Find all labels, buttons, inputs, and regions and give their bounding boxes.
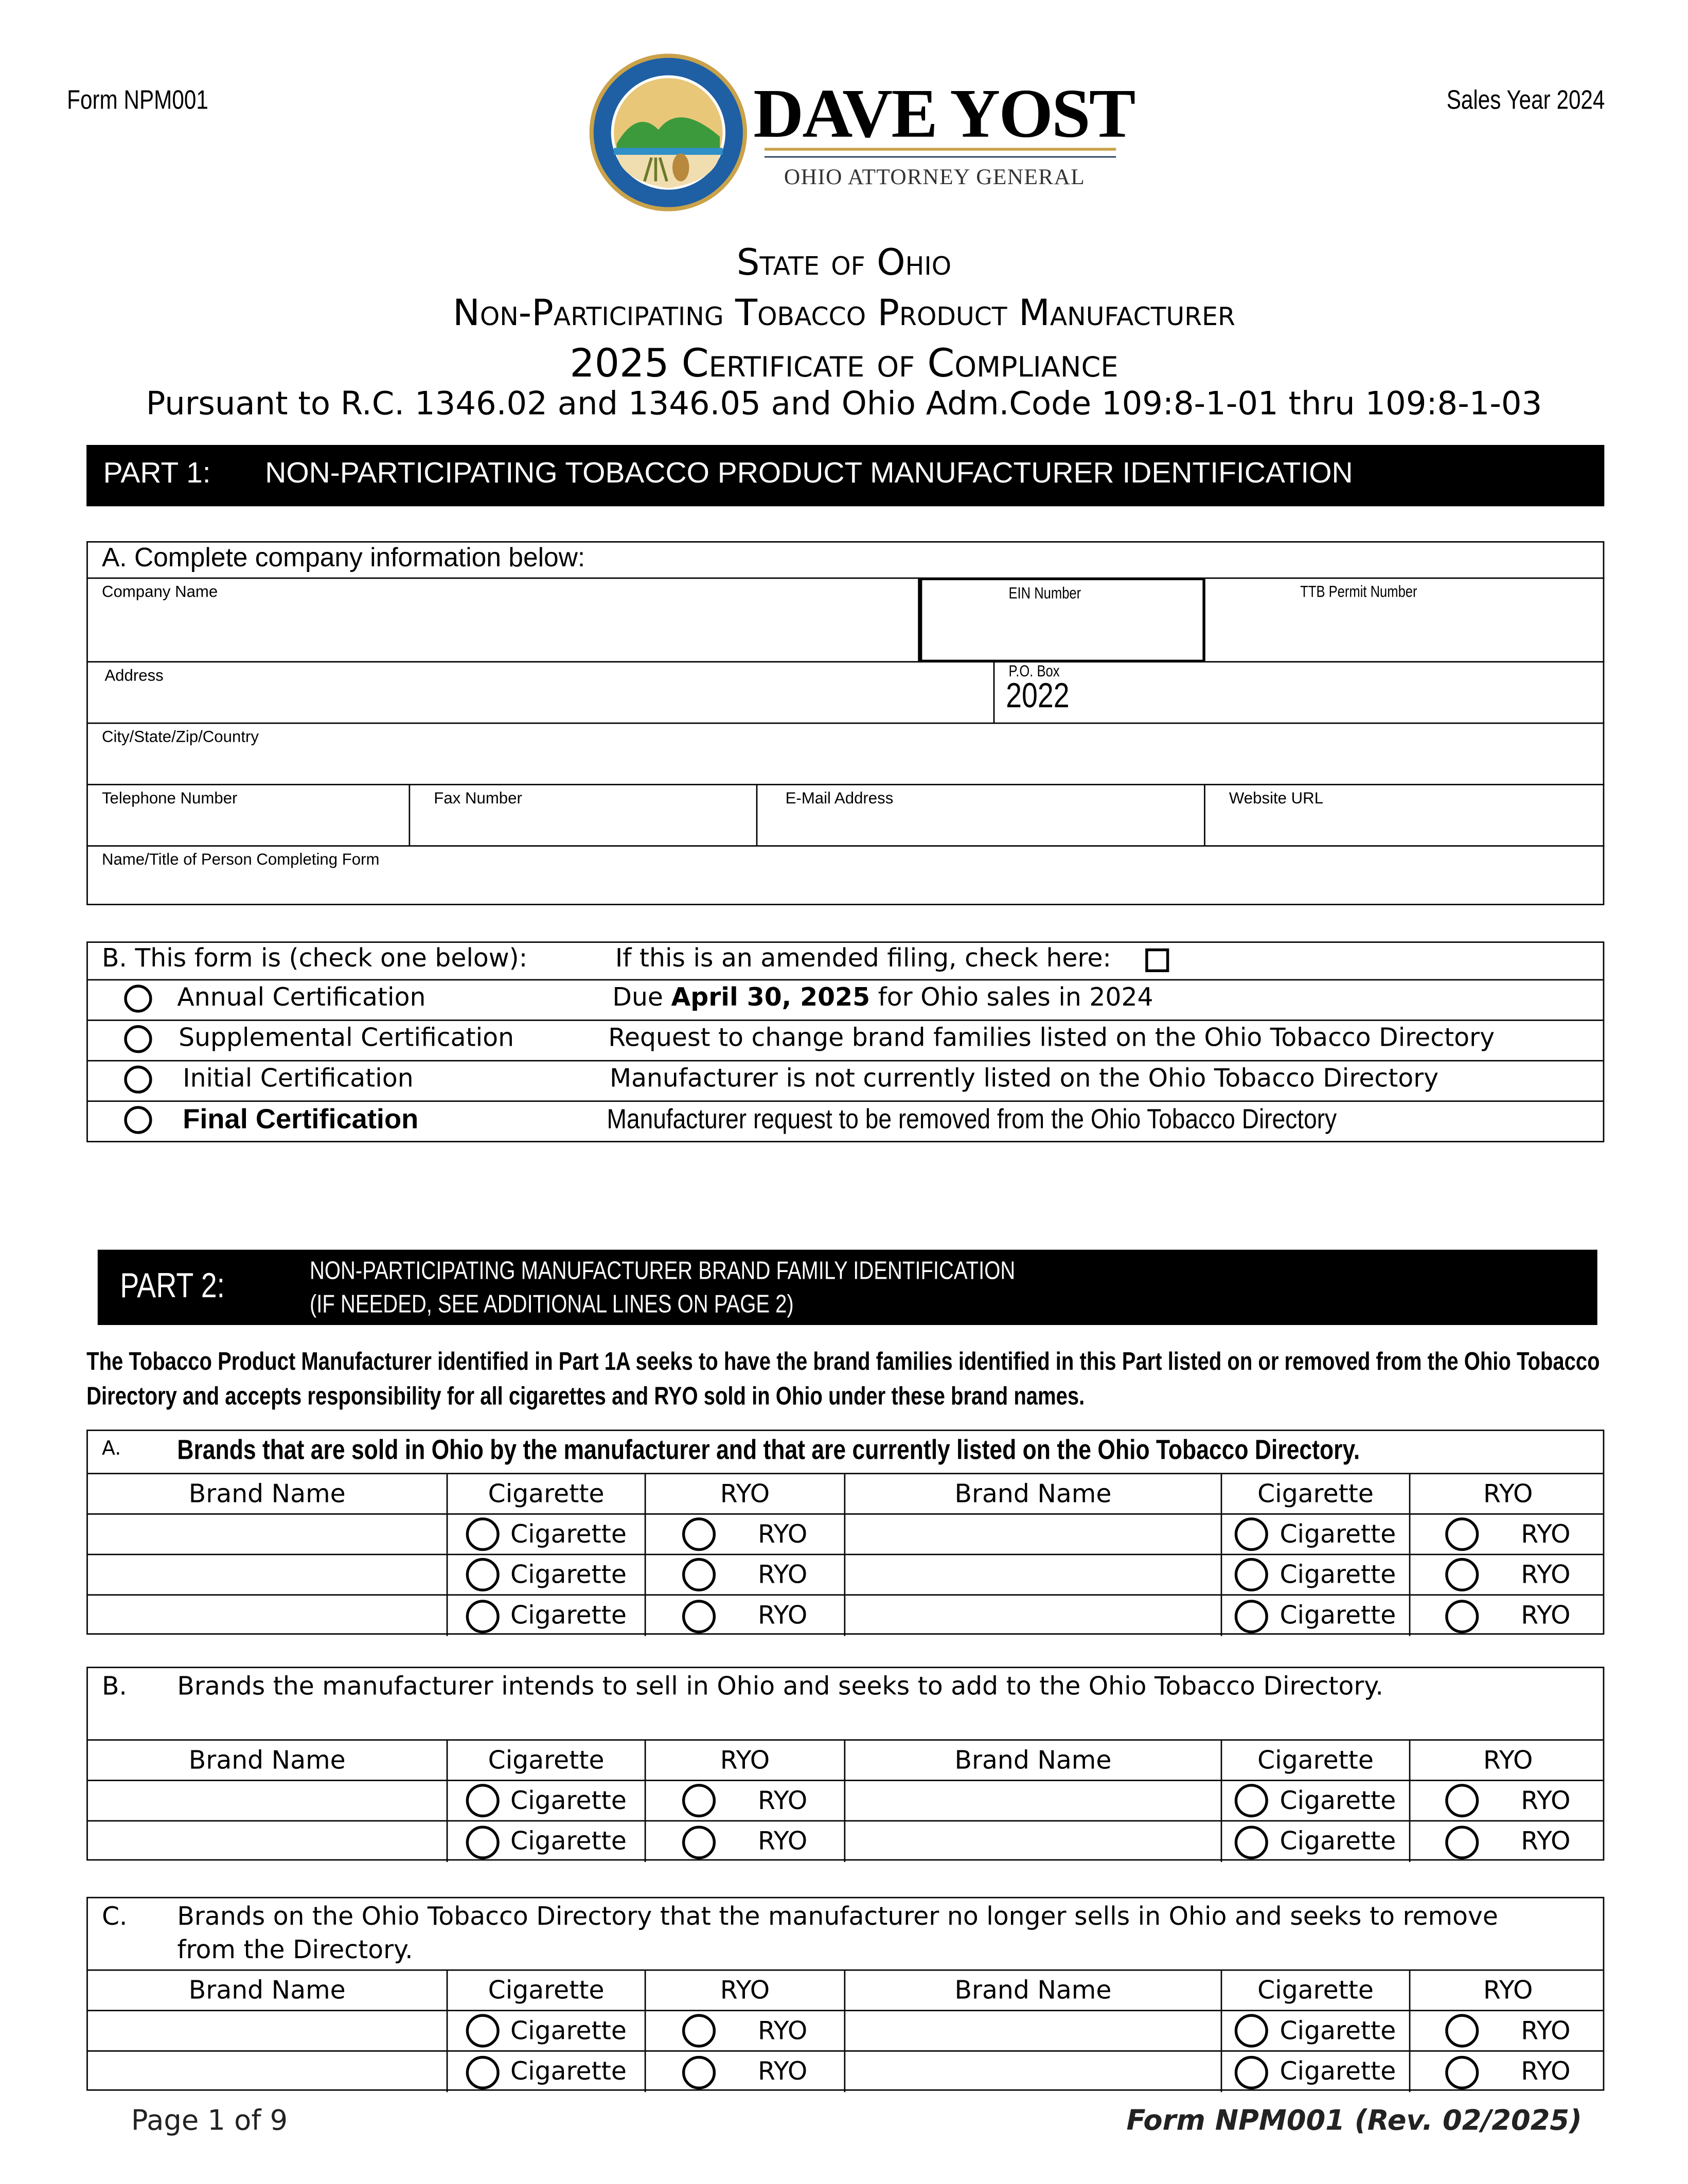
fax-field[interactable] <box>410 785 757 847</box>
section-a-company-info <box>86 541 1604 905</box>
ryo-option[interactable] <box>1410 1596 1606 1636</box>
due-date: April 30, 2025 <box>671 983 870 1013</box>
section-description: Brands that are sold in Ohio by the manufacturer and that are currently listed on the Ohio Tobacco Directory. <box>177 1435 1360 1466</box>
ttb-permit-field[interactable] <box>1205 578 1605 663</box>
title-state: State of Ohio <box>736 242 952 285</box>
cigarette-option[interactable] <box>1222 1821 1410 1862</box>
cigarette-option[interactable] <box>1222 2052 1410 2092</box>
column-header-label: RYO <box>1483 1975 1533 2005</box>
fax-label: Fax Number <box>434 791 522 808</box>
form-type-option[interactable] <box>88 1102 1603 1142</box>
section-b-header <box>88 943 1603 980</box>
column-header-label: Cigarette <box>1257 1975 1374 2005</box>
option-label: RYO <box>1521 1827 1571 1857</box>
brand-table-heading <box>88 1898 1603 1971</box>
section-a-heading: A. Complete company information below: <box>101 544 585 574</box>
radio-button[interactable] <box>1446 1517 1479 1551</box>
radio-button[interactable] <box>683 1517 716 1551</box>
column-header-label: Brand Name <box>954 1745 1112 1775</box>
ryo-option[interactable] <box>1410 1555 1606 1594</box>
option-label: Cigarette <box>510 2016 627 2046</box>
option-label: Cigarette <box>1280 1786 1396 1816</box>
brand-table-b <box>86 1667 1604 1860</box>
column-header-label: RYO <box>720 1479 770 1509</box>
column-header-label: RYO <box>1483 1479 1533 1509</box>
section-description: Brands the manufacturer intends to sell in Ohio and seeks to add to the Ohio Tobacco Directory. <box>177 1672 1383 1702</box>
ein-label: EIN Number <box>1008 585 1081 603</box>
po-box-label: P.O. Box <box>1008 664 1060 681</box>
ryo-option[interactable] <box>646 2011 845 2050</box>
cigarette-header <box>448 1741 646 1780</box>
option-label: Cigarette <box>510 2057 627 2087</box>
brand-name-input[interactable] <box>845 2052 1222 2092</box>
brand-name-header <box>845 1741 1222 1780</box>
part2-header <box>98 1250 1597 1325</box>
column-header-label: Brand Name <box>954 1479 1112 1509</box>
po-box-field[interactable] <box>994 663 1604 724</box>
cigarette-option[interactable] <box>448 1821 646 1862</box>
description-text: for Ohio sales in 2024 <box>870 983 1153 1013</box>
brand-name-input[interactable] <box>845 1781 1222 1820</box>
column-header-label: Brand Name <box>188 1745 346 1775</box>
option-label: Cigarette <box>510 1601 627 1631</box>
part1-title: NON-PARTICIPATING TOBACCO PRODUCT MANUFACTURER IDENTIFICATION <box>265 457 1353 490</box>
ryo-header <box>646 1971 845 2010</box>
person-label: Name/Title of Person Completing Form <box>101 852 380 869</box>
address-label: Address <box>104 668 164 685</box>
brand-table-heading <box>88 1431 1603 1474</box>
form-type-option[interactable] <box>88 980 1603 1021</box>
option-label: RYO <box>757 2016 808 2046</box>
radio-button[interactable] <box>1235 2014 1269 2048</box>
table-row <box>88 1596 1603 1636</box>
website-field[interactable] <box>1205 785 1605 847</box>
attorney-general-seal <box>589 53 748 212</box>
brand-name-input[interactable] <box>88 2052 448 2092</box>
table-row <box>88 2011 1603 2052</box>
form-type-option[interactable] <box>88 1021 1603 1062</box>
option-label: RYO <box>757 1560 808 1589</box>
option-label: Cigarette <box>510 1519 627 1549</box>
brand-name-input[interactable] <box>845 1821 1222 1862</box>
city-label: City/State/Zip/Country <box>101 729 259 746</box>
column-header-row <box>88 1474 1603 1515</box>
cigarette-option[interactable] <box>1222 1555 1410 1594</box>
radio-button[interactable] <box>124 1106 152 1134</box>
column-header-label: RYO <box>720 1745 770 1775</box>
ryo-option[interactable] <box>646 1781 845 1820</box>
radio-button[interactable] <box>1235 1558 1269 1591</box>
brand-name-header <box>88 1474 448 1513</box>
city-state-zip-field[interactable] <box>88 724 1605 785</box>
brand-name-input[interactable] <box>845 1555 1222 1594</box>
option-label: Cigarette <box>1280 2016 1396 2046</box>
radio-button[interactable] <box>1235 1517 1269 1551</box>
cigarette-header <box>1222 1971 1410 2010</box>
brand-table-a <box>86 1429 1604 1635</box>
column-header-label: RYO <box>1483 1745 1533 1775</box>
column-header-label: Brand Name <box>954 1975 1112 2005</box>
option-label: RYO <box>757 1786 808 1816</box>
option-label: Annual Certification <box>177 983 426 1013</box>
person-completing-field[interactable] <box>88 847 1605 904</box>
radio-button[interactable] <box>1235 1599 1269 1633</box>
table-row <box>88 1515 1603 1555</box>
cigarette-option[interactable] <box>448 1555 646 1594</box>
brand-name-header <box>845 1971 1222 2010</box>
ryo-option[interactable] <box>646 1821 845 1862</box>
section-b-form-type <box>86 941 1604 1142</box>
option-label: RYO <box>1521 2016 1571 2046</box>
radio-button[interactable] <box>466 2014 499 2048</box>
option-label: Supplemental Certification <box>179 1024 514 1053</box>
radio-button[interactable] <box>683 1784 716 1817</box>
cigarette-option[interactable] <box>448 2052 646 2092</box>
radio-button[interactable] <box>1446 1825 1479 1858</box>
option-description: Manufacturer is not currently listed on the Ohio Tobacco Directory <box>609 1064 1439 1094</box>
cigarette-option[interactable] <box>1222 2011 1410 2050</box>
table-row <box>88 1821 1603 1862</box>
ryo-header <box>1410 1741 1606 1780</box>
option-label: Cigarette <box>1280 1827 1396 1857</box>
option-label: Cigarette <box>1280 2057 1396 2087</box>
option-label: Cigarette <box>510 1560 627 1589</box>
cigarette-option[interactable] <box>448 1515 646 1554</box>
option-label: Cigarette <box>1280 1519 1396 1549</box>
cigarette-header <box>1222 1474 1410 1513</box>
page-number: Page 1 of 9 <box>131 2103 288 2137</box>
column-header-label: Brand Name <box>188 1975 346 2005</box>
brand-name-input[interactable] <box>88 2011 448 2050</box>
form-type-option[interactable] <box>88 1062 1603 1102</box>
cigarette-option[interactable] <box>448 1781 646 1820</box>
part2-subtitle: (IF NEEDED, SEE ADDITIONAL LINES ON PAGE 2) <box>309 1290 794 1318</box>
option-label: Cigarette <box>1280 1601 1396 1631</box>
po-box-value: 2022 <box>1006 676 1070 716</box>
column-header-label: Cigarette <box>488 1745 605 1775</box>
option-label: RYO <box>757 1827 808 1857</box>
option-label: RYO <box>757 1601 808 1631</box>
cigarette-header <box>1222 1741 1410 1780</box>
amended-checkbox[interactable] <box>1145 948 1169 972</box>
company-name-field[interactable] <box>88 578 919 663</box>
option-description: Manufacturer request to be removed from the Ohio Tobacco Directory <box>607 1104 1337 1136</box>
telephone-field[interactable] <box>88 785 410 847</box>
ryo-header <box>1410 1474 1606 1513</box>
radio-button[interactable] <box>1446 1599 1479 1633</box>
column-header-label: Cigarette <box>1257 1745 1374 1775</box>
logo-divider <box>765 148 1116 157</box>
email-field[interactable] <box>757 785 1205 847</box>
logo-subtitle: OHIO ATTORNEY GENERAL <box>784 166 1086 190</box>
section-letter: B. <box>101 1672 127 1702</box>
option-label: Initial Certification <box>183 1064 414 1094</box>
section-description: Brands on the Ohio Tobacco Directory that the manufacturer no longer sells in Ohio and seeks to remove from the Directory. <box>177 1902 1498 1965</box>
ryo-header <box>1410 1971 1606 2010</box>
option-label: RYO <box>1521 2057 1571 2087</box>
form-id: Form NPM001 <box>67 86 208 116</box>
part2-title: NON-PARTICIPATING MANUFACTURER BRAND FAMILY IDENTIFICATION <box>309 1257 1016 1285</box>
ryo-option[interactable] <box>1410 1821 1606 1862</box>
option-label: RYO <box>757 2057 808 2087</box>
title-pursuant: Pursuant to R.C. 1346.02 and 1346.05 and Ohio Adm.Code 109:8-1-01 thru 109:8-1-03 <box>146 386 1542 423</box>
brand-name-input[interactable] <box>88 1781 448 1820</box>
brand-name-input[interactable] <box>88 1555 448 1594</box>
sales-year: Sales Year 2024 <box>1446 86 1605 116</box>
title-certificate: 2025 Certificate of Compliance <box>570 340 1118 387</box>
brand-name-header <box>845 1474 1222 1513</box>
radio-button[interactable] <box>124 1066 152 1094</box>
section-letter: A. <box>101 1438 121 1461</box>
column-header-label: Brand Name <box>188 1479 346 1509</box>
column-header-label: Cigarette <box>1257 1479 1374 1509</box>
section-letter: C. <box>101 1902 128 1932</box>
telephone-label: Telephone Number <box>101 791 238 808</box>
radio-button[interactable] <box>683 1825 716 1858</box>
brand-name-input[interactable] <box>845 2011 1222 2050</box>
radio-button[interactable] <box>466 1517 499 1551</box>
brand-name-input[interactable] <box>88 1821 448 1862</box>
radio-button[interactable] <box>124 1025 152 1053</box>
website-label: Website URL <box>1229 791 1324 808</box>
form-revision: Form NPM001 (Rev. 02/2025) <box>1126 2103 1582 2137</box>
option-label: Final Certification <box>183 1104 419 1136</box>
ryo-option[interactable] <box>1410 2011 1606 2050</box>
option-description: Request to change brand families listed on the Ohio Tobacco Directory <box>608 1024 1495 1053</box>
radio-button[interactable] <box>1446 2014 1479 2048</box>
radio-button[interactable] <box>1446 1784 1479 1817</box>
ryo-option[interactable] <box>646 1555 845 1594</box>
option-label: RYO <box>1521 1601 1571 1631</box>
part1-header <box>86 445 1604 506</box>
radio-button[interactable] <box>683 2014 716 2048</box>
radio-button[interactable] <box>466 1558 499 1591</box>
ryo-option[interactable] <box>646 1515 845 1554</box>
amended-label: If this is an amended filing, check here: <box>615 944 1111 974</box>
description-text: Due <box>612 983 671 1013</box>
title-npm: Non-Participating Tobacco Product Manufacturer <box>453 293 1235 335</box>
part2-intro: The Tobacco Product Manufacturer identified in Part 1A seeks to have the brand families identified in this Part listed on or removed from the Ohio Tobacco Directory and accepts responsibility for all cigarettes and RYO sold in Ohio under these brand names. <box>86 1347 1600 1410</box>
radio-button[interactable] <box>1235 1784 1269 1817</box>
option-label: Cigarette <box>1280 1560 1396 1589</box>
table-row <box>88 1555 1603 1596</box>
ryo-option[interactable] <box>1410 1781 1606 1820</box>
radio-button[interactable] <box>683 1558 716 1591</box>
radio-button[interactable] <box>1235 2055 1269 2089</box>
option-label: RYO <box>1521 1786 1571 1816</box>
column-header-label: Cigarette <box>488 1479 605 1509</box>
brand-name-header <box>88 1741 448 1780</box>
ryo-option[interactable] <box>1410 2052 1606 2092</box>
email-label: E-Mail Address <box>785 791 894 808</box>
brand-table-c <box>86 1897 1604 2091</box>
option-label: RYO <box>757 1519 808 1549</box>
part1-label: PART 1: <box>103 457 211 490</box>
ryo-header <box>646 1741 845 1780</box>
cigarette-option[interactable] <box>448 1596 646 1636</box>
option-label: Cigarette <box>510 1786 627 1816</box>
option-label: Cigarette <box>510 1827 627 1857</box>
ryo-option[interactable] <box>646 1596 845 1636</box>
radio-button[interactable] <box>124 984 152 1012</box>
radio-button[interactable] <box>466 1784 499 1817</box>
option-description <box>612 983 1153 1013</box>
part2-label: PART 2: <box>120 1266 225 1306</box>
brand-name-header <box>88 1971 448 2010</box>
ryo-option[interactable] <box>1410 1515 1606 1554</box>
brand-name-input[interactable] <box>88 1596 448 1636</box>
column-header-label: RYO <box>720 1975 770 2005</box>
company-name-label: Company Name <box>101 584 218 601</box>
cigarette-option[interactable] <box>1222 1515 1410 1554</box>
cigarette-header <box>448 1474 646 1513</box>
logo-name: DAVE YOST <box>753 74 1134 152</box>
radio-button[interactable] <box>1446 1558 1479 1591</box>
ein-field[interactable] <box>919 578 1205 663</box>
ttb-label: TTB Permit Number <box>1300 584 1417 601</box>
cigarette-option[interactable] <box>448 2011 646 2050</box>
radio-button[interactable] <box>466 1825 499 1858</box>
option-label: RYO <box>1521 1519 1571 1549</box>
brand-name-input[interactable] <box>88 1515 448 1554</box>
column-header-row <box>88 1741 1603 1781</box>
option-label: RYO <box>1521 1560 1571 1589</box>
cigarette-option[interactable] <box>1222 1596 1410 1636</box>
brand-table-heading <box>88 1668 1603 1741</box>
radio-button[interactable] <box>683 2055 716 2089</box>
table-row <box>88 1781 1603 1822</box>
radio-button[interactable] <box>466 1599 499 1633</box>
table-row <box>88 2052 1603 2092</box>
section-b-heading: B. This form is (check one below): <box>101 944 528 974</box>
brand-name-input[interactable] <box>845 1515 1222 1554</box>
cigarette-header <box>448 1971 646 2010</box>
ryo-header <box>646 1474 845 1513</box>
column-header-label: Cigarette <box>488 1975 605 2005</box>
address-field[interactable] <box>88 663 995 724</box>
ryo-option[interactable] <box>646 2052 845 2092</box>
radio-button[interactable] <box>1446 2055 1479 2089</box>
radio-button[interactable] <box>466 2055 499 2089</box>
brand-name-input[interactable] <box>845 1596 1222 1636</box>
column-header-row <box>88 1971 1603 2011</box>
radio-button[interactable] <box>683 1599 716 1633</box>
cigarette-option[interactable] <box>1222 1781 1410 1820</box>
radio-button[interactable] <box>1235 1825 1269 1858</box>
